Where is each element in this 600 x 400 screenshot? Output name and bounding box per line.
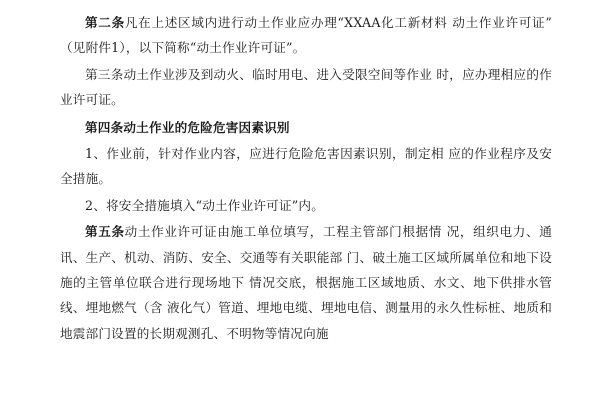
paragraph-article-4-heading xyxy=(60,115,552,140)
paragraph-text-item-2: 2、将安全措施填入“动土作业许可证”内。 xyxy=(85,197,324,213)
paragraph-text-article-3: 第三条动土作业涉及到动火、临时用电、进入受限空间等作业 时，应办理相应的作业许可证。 xyxy=(60,66,552,108)
paragraph-text-item-1: 1、作业前，针对作业内容，应进行危险危害因素识别，制定相 应的作业程序及安全措施。 xyxy=(60,146,552,187)
paragraph-article-5 xyxy=(60,219,552,346)
paragraph-lead-article-5: 第五条 xyxy=(85,224,125,240)
paragraph-item-1 xyxy=(60,141,552,192)
paragraph-item-2 xyxy=(60,193,552,218)
paragraph-lead-article-4: 第四条 xyxy=(85,119,124,135)
paragraph-text-article-4: 动土作业的危险危害因素识别 xyxy=(123,119,290,135)
paragraph-article-3 xyxy=(60,62,552,113)
paragraph-article-2 xyxy=(60,10,552,61)
paragraph-text-article-2: 凡在上述区域内进行动土作业应办理“XXAA化工新材料 动土作业许可证”（见附件1），以下简称“动土作业许可证”。 xyxy=(60,15,552,56)
paragraph-lead-article-2: 第二条 xyxy=(85,15,125,30)
paragraph-text-article-5: 动土作业许可证由施工单位填写，工程主管部门根据情 况，组织电力、通讯、生产、机动、消防、安全、交通等有关职能部 门、破土施工区域所属单位和地下设施的主管单位联合进行现场地下 情况交底，根据施工区域地质、水文、地下供排水管线、埋地燃气（含 液化气）管道、埋地电缆、埋地电信、测量用的永久性标桩、地质和 地震部门设置的长期观测孔、不明物等情况向施 xyxy=(60,224,552,341)
